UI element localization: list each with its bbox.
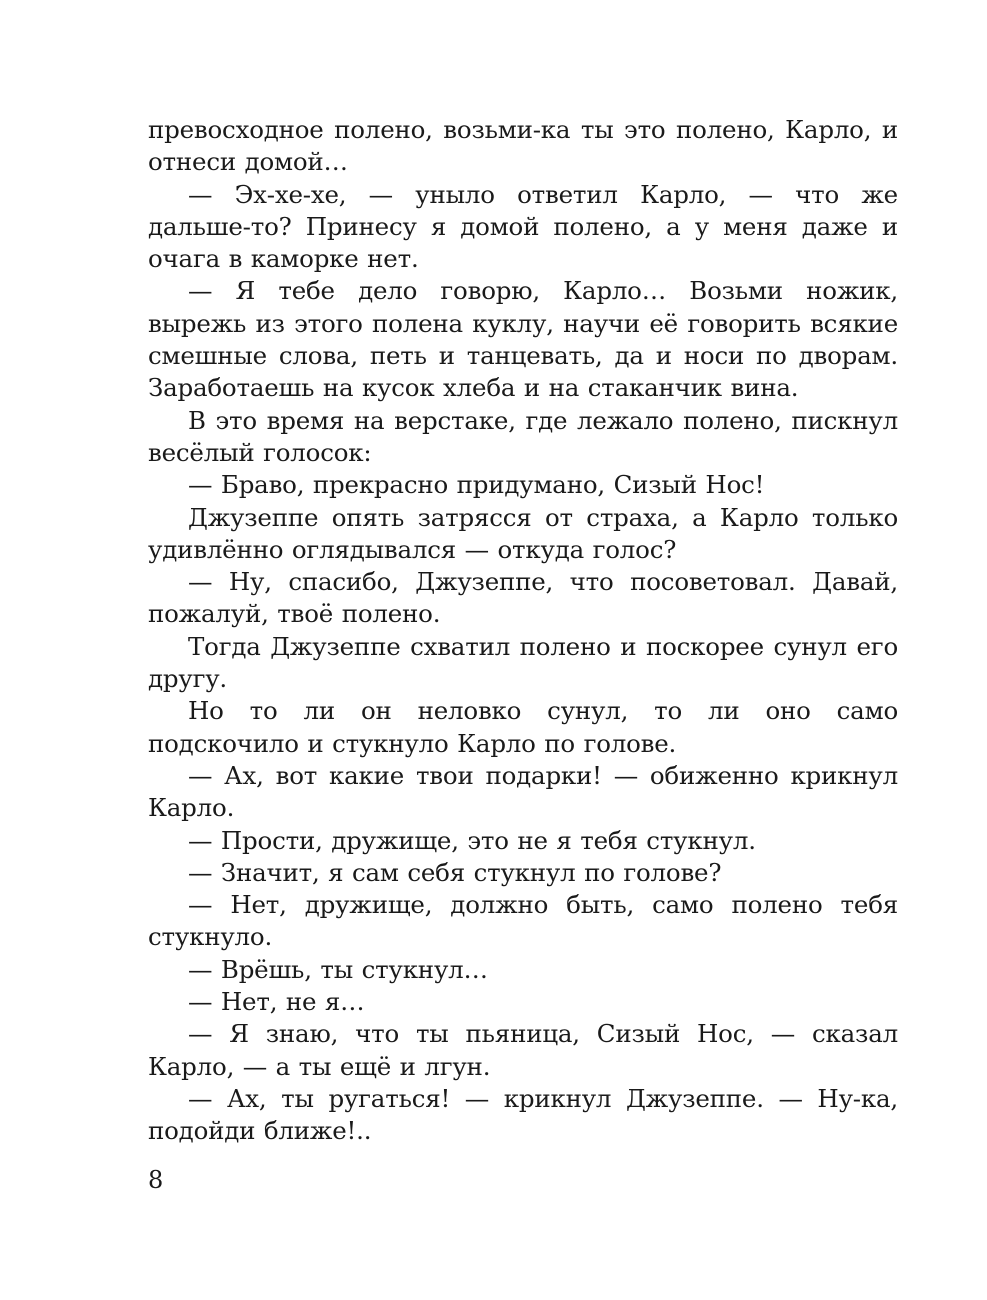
paragraph: — Нет, не я… <box>188 987 365 1017</box>
paragraph: — Я тебе дело говорю, Карло… Возьми ножик, вырежь из этого полена куклу, научи её говорить всякие смешные слова, петь и танцевать, да и носи по дворам. Заработаешь на кусок хлеба и на стаканчик вина. <box>148 276 898 403</box>
paragraph: — Значит, я сам себя стукнул по голове? <box>188 857 722 887</box>
paragraph: — Ах, вот какие твои подарки! — обиженно крикнул Карло. <box>148 760 898 823</box>
paragraph: — Врёшь, ты стукнул… <box>188 954 488 984</box>
paragraph: — Эх-хе-хе, — уныло ответил Карло, — что же дальше-то? Принесу я домой полено, а у меня даже и очага в каморке нет. <box>148 179 898 274</box>
paragraph: В это время на верстаке, где лежало полено, пискнул весёлый голосок: <box>148 405 898 467</box>
paragraph: — Нет, дружище, должно быть, само полено тебя стукнуло. <box>148 890 898 952</box>
page-text <box>148 114 898 1148</box>
paragraph: Тогда Джузеппе схватил полено и поскорее сунул его другу. <box>148 631 898 694</box>
paragraph: Джузеппе опять затрясся от страха, а Карло только удивлённо оглядывался — откуда голос? <box>148 502 898 564</box>
paragraph: превосходное полено, возьми-ка ты это полено, Карло, и отнеси домой… <box>148 115 898 177</box>
page-number: 8 <box>148 1166 164 1194</box>
paragraph: — Прости, дружище, это не я тебя стукнул. <box>188 825 756 855</box>
paragraph: — Я знаю, что ты пьяница, Сизый Нос, — сказал Карло, — а ты ещё и лгун. <box>148 1019 898 1081</box>
paragraph: — Ах, ты ругаться! — крикнул Джузеппе. — Ну-ка, подойди ближе!.. <box>148 1083 898 1146</box>
paragraph: — Ну, спасибо, Джузеппе, что посоветовал. Давай, пожалуй, твоё полено. <box>148 567 898 629</box>
paragraph: Но то ли он неловко сунул, то ли оно само подскочило и стукнуло Карло по голове. <box>148 696 898 758</box>
paragraph: — Браво, прекрасно придумано, Сизый Нос! <box>188 470 765 500</box>
